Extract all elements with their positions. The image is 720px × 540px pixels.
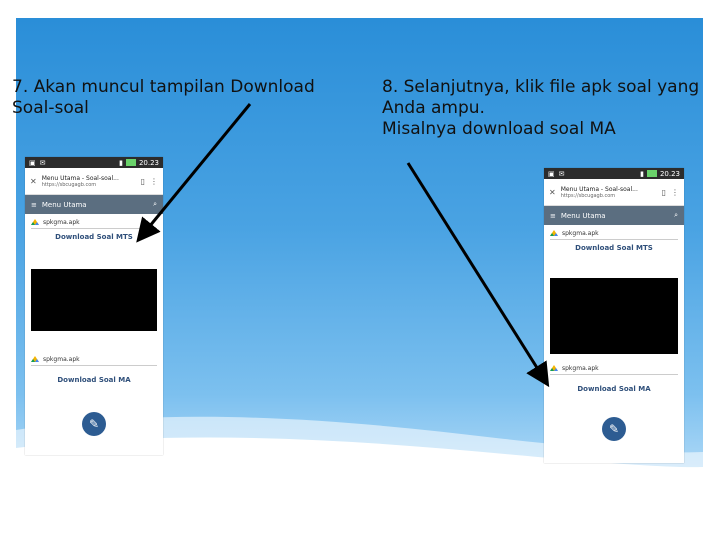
step8-caption: 8. Selanjutnya, klik file apk soal yang Anda ampu. Misalnya download soal MA (382, 77, 700, 139)
arrow-to-ma-file (408, 163, 546, 382)
hamburger-icon[interactable]: ≡ (550, 211, 556, 220)
page-url: https://sbcugagb.com (41, 181, 97, 188)
bookmark-icon[interactable]: ▯ (661, 187, 666, 197)
signal-icon: ▮ (640, 169, 644, 178)
file-name: spkgma.apk (562, 230, 599, 237)
file-name: spkgma.apk (43, 356, 80, 363)
download-ma-link[interactable]: Download Soal MA (57, 376, 131, 384)
menu-label: Menu Utama (560, 211, 606, 220)
download-mts-link[interactable]: Download Soal MTS (55, 233, 133, 241)
menu-label: Menu Utama (41, 200, 87, 209)
step7-caption: 7. Akan muncul tampilan Download Soal-soal (12, 77, 315, 118)
close-icon[interactable]: ✕ (30, 176, 37, 186)
file-name: spkgma.apk (562, 365, 599, 372)
download-mts-link[interactable]: Download Soal MTS (575, 244, 653, 252)
notification-icon: ▣ (548, 169, 555, 178)
search-icon[interactable]: ⌕ (674, 211, 678, 219)
signal-icon: ▮ (119, 158, 123, 167)
more-icon[interactable]: ⋮ (150, 176, 158, 186)
file-name: spkgma.apk (43, 219, 80, 226)
hamburger-icon[interactable]: ≡ (31, 200, 37, 209)
notification-icon: ▣ (29, 158, 36, 167)
page-title: Menu Utama - Soal-soal... (41, 174, 119, 182)
status-time: 20.23 (659, 169, 680, 178)
bookmark-icon[interactable]: ▯ (140, 176, 145, 186)
status-time: 20.23 (138, 158, 159, 167)
mail-icon: ✉ (39, 158, 46, 167)
download-ma-link[interactable]: Download Soal MA (577, 385, 651, 393)
page-title: Menu Utama - Soal-soal... (560, 185, 638, 193)
pencil-icon: ✎ (88, 417, 100, 431)
mail-icon: ✉ (558, 169, 565, 178)
pencil-icon: ✎ (608, 422, 620, 436)
arrow-to-download-mts (140, 104, 250, 238)
more-icon[interactable]: ⋮ (671, 187, 679, 197)
page-url: https://sbcugagb.com (560, 192, 616, 199)
search-icon[interactable]: ⌕ (153, 200, 157, 208)
close-icon[interactable]: ✕ (549, 187, 556, 197)
